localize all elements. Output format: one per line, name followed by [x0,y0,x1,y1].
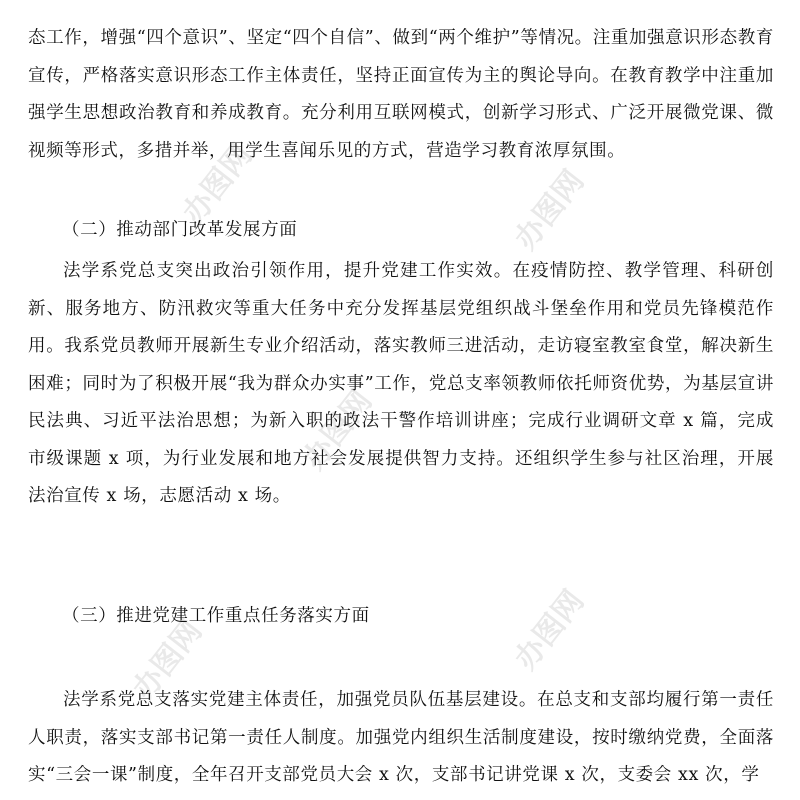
watermark: 办图网 [508,163,592,257]
watermark: 办图网 [176,137,260,231]
watermark: 办图网 [296,383,380,477]
paragraph-intro: 态工作，增强“四个意识”、坚定“四个自信”、做到“两个维护”等情况。注重加强意识形态教育宣传，严格落实意识形态工作主体责任，坚持正面宣传为主的舆论导向。在教育教学中注重加强学生思想政治教育和养成教育。充分利用互联网模式，创新学习形式、广泛开展微党课、微视频等形式，多措并举，用学生喜闻乐见的方式，营造学习教育浓厚氛围。 [28,28,774,161]
paragraph-reform: 法学系党总支突出政治引领作用，提升党建工作实效。在疫情防控、教学管理、科研创新、服务地方、防汛救灾等重大任务中充分发挥基层党组织战斗堡垒作用和党员先锋模范作用。我系党员教师开展新生专业介绍活动，落实教师三进活动，走访寝室教室食堂，解决新生困难；同时为了积极开展“我为群众办实事”工作，党总支率领教师依托师资优势，为基层宣讲民法典、习近平法治思想；为新入职的政法干警作培训讲座；完成行业调研文章 x 篇，完成市级课题 x 项，为行业发展和地方社会发展提供智力支持。还组织学生参与社区治理，开展法治宣传 x 场，志愿活动 x 场。 [28,261,774,506]
watermark: 办图网 [126,613,210,707]
section-heading-reform: （二）推动部门改革发展方面 [62,220,298,240]
section-heading-tasks: （三）推进党建工作重点任务落实方面 [62,606,370,626]
watermark: 办图网 [508,583,592,677]
paragraph-tasks: 法学系党总支落实党建主体责任，加强党员队伍基层建设。在总支和支部均履行第一责任人职责，落实支部书记第一责任人制度。加强党内组织生活制度建设，按时缴纳党费，全面落实“三会一课”制度，全年召开支部党员大会 x 次，支部书记讲党课 x 次，支委会 xx 次，学 [28,690,774,785]
